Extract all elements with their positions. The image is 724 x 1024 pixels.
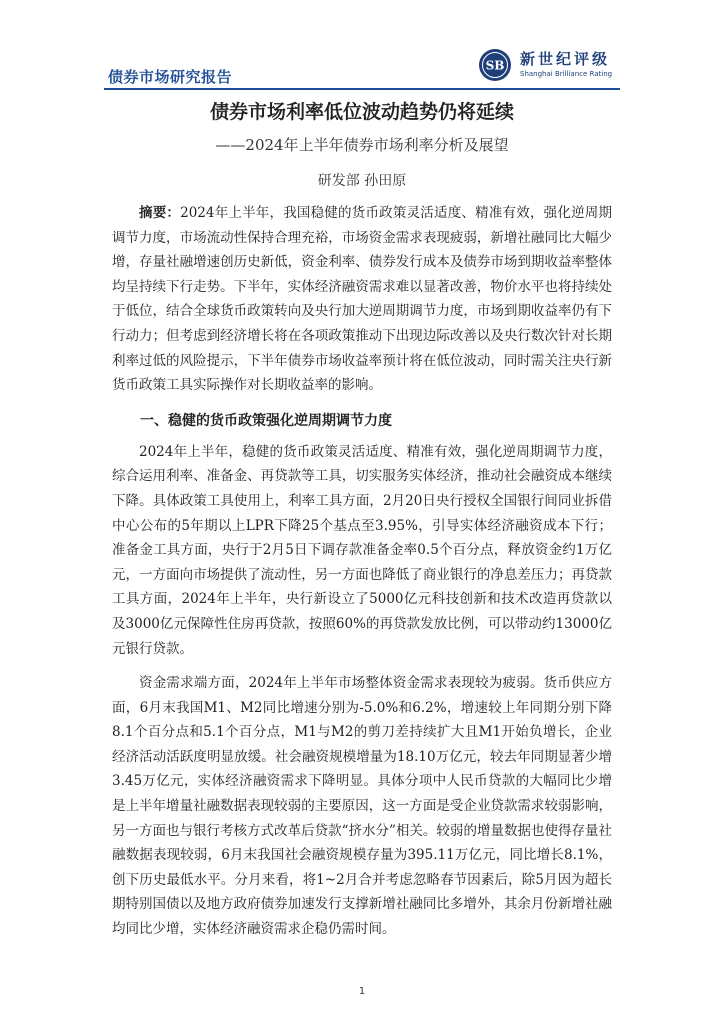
abstract-paragraph	[112, 201, 612, 398]
brand-logo	[478, 46, 628, 86]
page-number: 1	[358, 986, 366, 997]
brand-emblem-icon	[478, 48, 512, 82]
body-paragraph-2: 资金需求端方面，2024年上半年市场整体资金需求表现较为疲弱。货币供应方面，6月末我国M1、M2同比增速分别为-5.0%和6.2%，增速较上年同期分别下降8.1个百分点和5.1个百分点，M1与M2的剪刀差持续扩大且M1开始负增长，企业经济活动活跃度明显放缓。社会融资规模增量为18.10万亿元，较去年同期显著少增3.45万亿元，实体经济融资需求下降明显。具体分项中人民币贷款的大幅同比少增是上半年增量社融数据表现较弱的主要原因，这一方面是受企业贷款需求较弱影响，另一方面也与银行考核方式改革后贷款“挤水分”相关。较弱的增量数据也使得存量社融数据表现较弱，6月末我国社会融资规模存量为395.11万亿元，同比增长8.1%，创下历史最低水平。分月来看，将1~2月合并考虑忽略春节因素后，除5月因为超长期特别国债以及地方政府债券加速发行支撑新增社融同比多增外，其余月份新增社融均同比少增，实体经济融资需求企稳仍需时间。	[112, 675, 612, 938]
brand-name-cn: 新世纪评级	[520, 50, 611, 68]
page-header	[0, 0, 724, 96]
document-subtitle: ——2024年上半年债券市场利率分析及展望	[215, 136, 509, 154]
section-heading: 一、稳健的货币政策强化逆周期调节力度	[140, 412, 392, 429]
abstract-label: 摘要：	[139, 205, 181, 221]
document-author: 研发部 孙田原	[317, 173, 407, 189]
document-title: 债券市场利率低位波动趋势仍将延续	[209, 101, 514, 123]
abstract-text: 2024年上半年，我国稳健的货币政策灵活适度、精准有效，强化逆周期调节力度，市场流动性保持合理充裕，市场资金需求表现疲弱，新增社融同比大幅少增，存量社融增速创历史新低，资金利率、债券发行成本及债券市场到期收益率整体均呈持续下行走势。下半年，实体经济融资需求难以显著改善，物价水平也将持续处于低位，结合全球货币政策转向及央行加大逆周期调节力度，市场到期收益率仍有下行动力；但考虑到经济增长将在各项政策推动下出现边际改善以及央行数次针对长期利率过低的风险提示，下半年债券市场收益率预计将在低位波动，同时需关注央行新货币政策工具实际操作对长期收益率的影响。	[112, 205, 612, 394]
report-type-label: 债券市场研究报告	[108, 68, 233, 86]
brand-emblem-text: SB	[485, 58, 505, 73]
header-divider	[104, 88, 620, 90]
body-paragraph-1: 2024年上半年，稳健的货币政策灵活适度、精准有效，强化逆周期调节力度，综合运用利率、准备金、再贷款等工具，切实服务实体经济，推动社会融资成本继续下降。具体政策工具使用上，利率工具方面，2月20日央行授权全国银行间同业拆借中心公布的5年期以上LPR下降25个基点至3.95%，引导实体经济融资成本下行；准备金工具方面，央行于2月5日下调存款准备金率0.5个百分点，释放资金约1万亿元，一方面向市场提供了流动性，另一方面也降低了商业银行的净息差压力；再贷款工具方面，2024年上半年，央行新设立了5000亿元科技创新和技术改造再贷款以及3000亿元保障性住房再贷款，按照60%的再贷款发放比例，可以带动约13000亿元银行贷款。	[112, 443, 612, 657]
brand-name-en: Shanghai Brilliance Rating	[520, 70, 613, 78]
document-body	[112, 201, 612, 952]
